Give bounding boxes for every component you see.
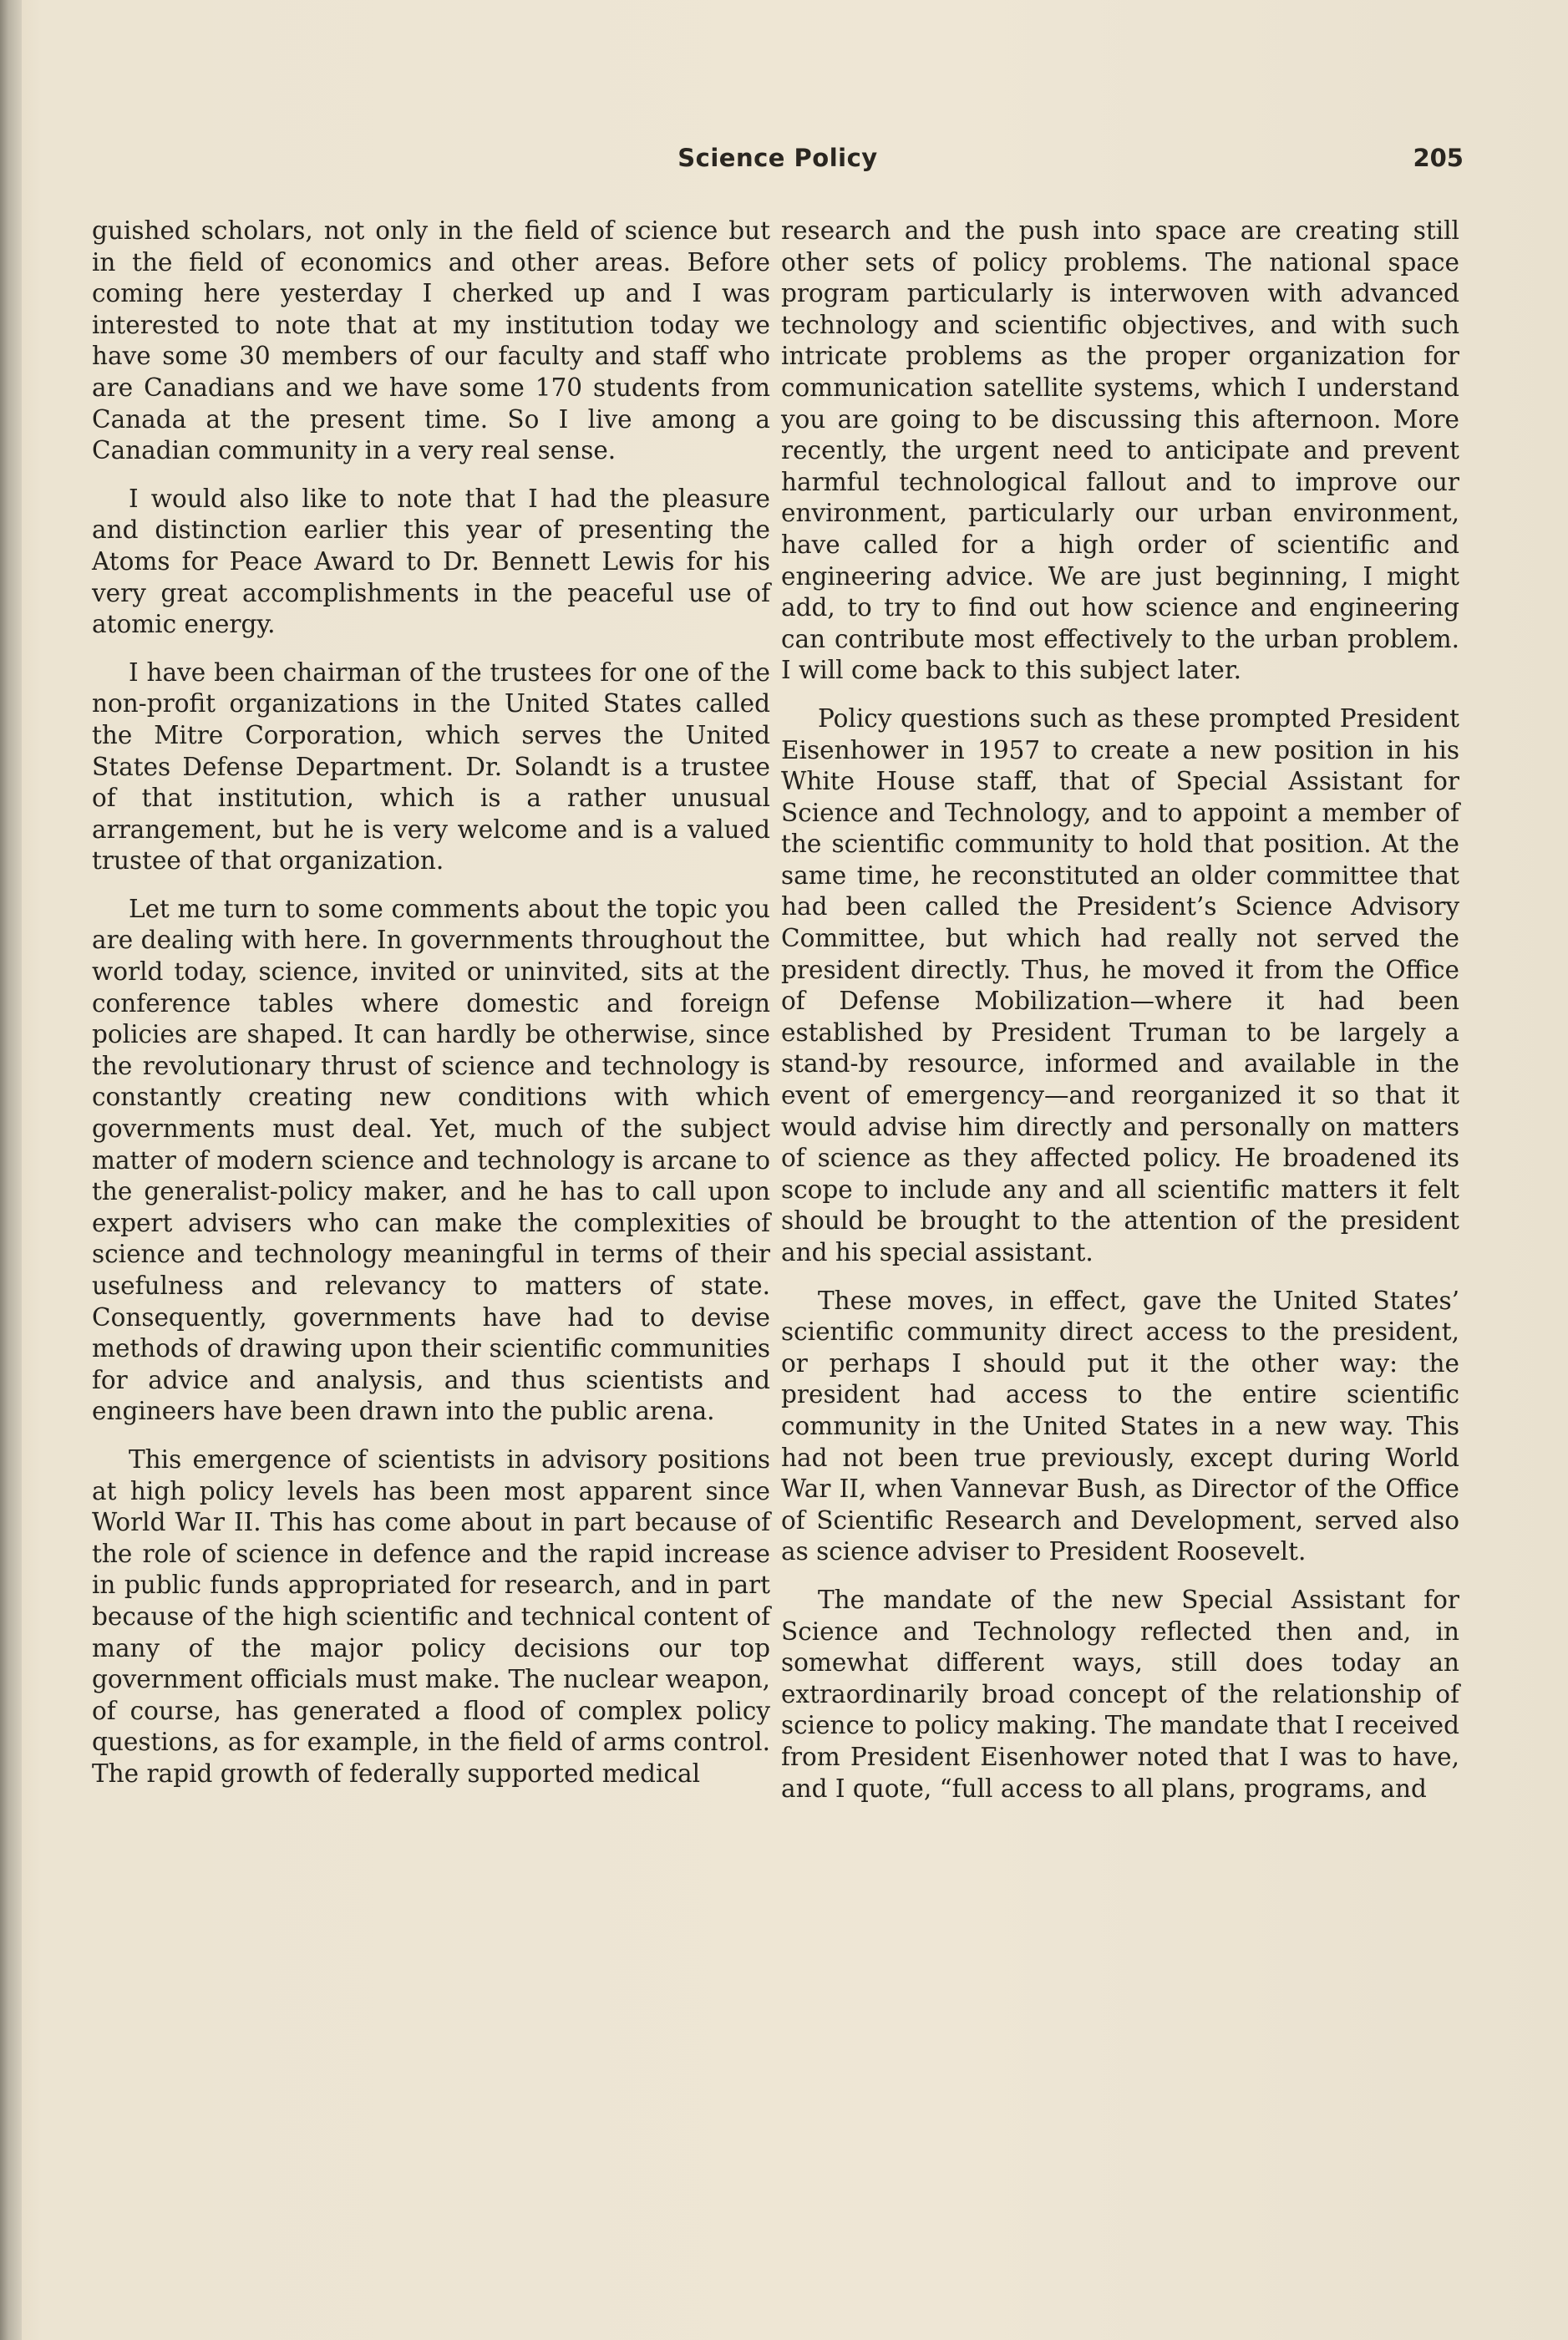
page-binding-shadow [0, 0, 22, 2340]
paragraph: The mandate of the new Special Assistant for Science and Technology reflected then and, in somewhat different ways, still does today an extraordinarily broad concept of the relationship of science to policy making. The mandate that I received from President Eisenhower noted that I was to have, and I quote, “full access to all plans, programs, and [781, 1585, 1459, 1803]
paragraph: This emergence of scientists in advisory positions at high policy levels has been most apparent since World War II. This has come about in part because of the role of science in defence and the rapid increase in public funds appropriated for research, and in part because of the high scientific and technical content of many of the major policy decisions our top government officials must make. The nuclear weapon, of course, has generated a flood of complex policy questions, as for example, in the field of arms control. The rapid growth of federally supported medical [92, 1444, 770, 1788]
paragraph: research and the push into space are creating still other sets of policy problems. The national space program particularly is interwoven with advanced technology and scientific objectives, and with such intricate problems as the proper organization for communication satellite systems, which I understand you are going to be discussing this afternoon. More recently, the urgent need to anticipate and prevent harmful technological fallout and to improve our environment, particularly our urban environment, have called for a high order of scientific and engineering advice. We are just beginning, I might add, to try to find out how science and engineering can contribute most effectively to the urban problem. I will come back to this subject later. [781, 216, 1459, 685]
left-column [92, 216, 770, 1807]
page-number: 205 [1413, 144, 1464, 172]
paragraph: I have been chairman of the trustees for one of the non-profit organizations in the United States called the Mitre Corporation, which serves the United States Defense Department. Dr. Solandt is a trustee of that institution, which is a rather unusual arrangement, but he is very welcome and is a valued trustee of that organization. [92, 657, 770, 876]
paragraph: guished scholars, not only in the field of science but in the field of economics and other areas. Before coming here yesterday I cherked up and I was interested to note that at my institution today we have some 30 members of our faculty and staff who are Canadians and we have some 170 students from Canada at the present time. So I live among a Canadian community in a very real sense. [92, 216, 770, 465]
paragraph: I would also like to note that I had the pleasure and distinction earlier this year of presenting the Atoms for Peace Award to Dr. Bennett Lewis for his very great accomplishments in the peaceful use of atomic energy. [92, 484, 770, 639]
paragraph: Policy questions such as these prompted President Eisenhower in 1957 to create a new position in his White House staff, that of Special Assistant for Science and Technology, and to appoint a member of the scientific community to hold that position. At the same time, he reconstituted an older committee that had been called the President’s Science Advisory Committee, but which had really not served the president directly. Thus, he moved it from the Office of Defense Mobilization—where it had been established by President Truman to be largely a stand-by resource, informed and available in the event of emergency—and reorganized it so that it would advise him directly and personally on matters of science as they affected policy. He broadened its scope to include any and all scientific matters it felt should be brought to the attention of the president and his special assistant. [781, 703, 1459, 1266]
page-header [92, 144, 1464, 185]
paragraph: Let me turn to some comments about the topic you are dealing with here. In governments throughout the world today, science, invited or uninvited, sits at the conference tables where domestic and foreign policies are shaped. It can hardly be otherwise, since the revolutionary thrust of science and technology is constantly creating new conditions with which governments must deal. Yet, much of the subject matter of modern science and technology is arcane to the generalist-policy maker, and he has to call upon expert advisers who can make the complexities of science and technology meaningful in terms of their usefulness and relevancy to matters of state. Consequently, governments have had to devise methods of drawing upon their scientific communities for advice and analysis, and thus scientists and engineers have been drawn into the public arena. [92, 894, 770, 1426]
right-column [781, 216, 1459, 1821]
running-title: Science Policy [677, 144, 878, 172]
paragraph: These moves, in effect, gave the United States’ scientific community direct access to the president, or perhaps I should put it the other way: the president had access to the entire scientific community in the United States in a new way. This had not been true previously, except during World War II, when Vannevar Bush, as Director of the Office of Scientific Research and Development, served also as science adviser to President Roosevelt. [781, 1286, 1459, 1566]
